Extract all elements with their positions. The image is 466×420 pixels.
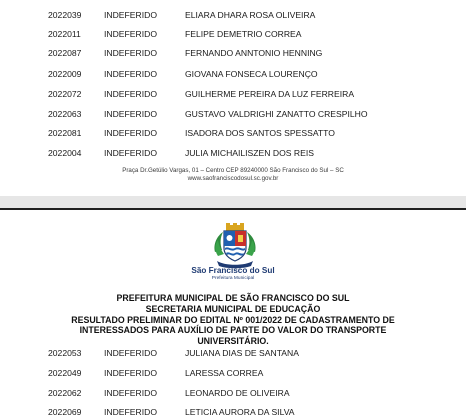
registration-code: 2022063 bbox=[48, 109, 82, 119]
applicant-name: ELIARA DHARA ROSA OLIVEIRA bbox=[185, 10, 316, 20]
applicant-name: GUSTAVO VALDRIGHI ZANATTO CRESPILHO bbox=[185, 109, 368, 119]
registration-code: 2022062 bbox=[48, 388, 82, 398]
registration-code: 2022039 bbox=[48, 10, 82, 20]
status-text: INDEFERIDO bbox=[104, 69, 157, 79]
municipal-crest-icon bbox=[209, 222, 261, 270]
registration-code: 2022049 bbox=[48, 368, 82, 378]
footer-address: Praça Dr.Getúlio Vargas, 01 – Centro CEP 89240000 São Francisco do Sul – SC bbox=[122, 167, 344, 174]
registration-code: 2022011 bbox=[48, 29, 81, 39]
document-heading: RESULTADO PRELIMINAR DO EDITAL Nº 001/2022 DE CADASTRAMENTO DE bbox=[71, 314, 395, 325]
document-heading: PREFEITURA MUNICIPAL DE SÃO FRANCISCO DO SUL bbox=[116, 293, 350, 303]
status-text: INDEFERIDO bbox=[104, 148, 157, 158]
applicant-name: LARESSA CORREA bbox=[185, 368, 264, 378]
status-text: INDEFERIDO bbox=[104, 10, 157, 20]
footer-website: www.saofranciscodosul.sc.gov.br bbox=[187, 175, 279, 182]
applicant-name: LETICIA AURORA DA SILVA bbox=[185, 407, 295, 417]
registration-code: 2022069 bbox=[48, 407, 82, 417]
document-heading: UNIVERSITÁRIO. bbox=[197, 335, 269, 346]
applicant-name: ISADORA DOS SANTOS SPESSATTO bbox=[185, 128, 335, 138]
municipality-name: São Francisco do Sul bbox=[191, 266, 275, 275]
applicant-name: GIOVANA FONSECA LOURENÇO bbox=[185, 69, 318, 79]
applicant-name: GUILHERME PEREIRA DA LUZ FERREIRA bbox=[185, 89, 355, 99]
page-gap bbox=[0, 196, 466, 208]
municipality-subtitle: Prefeitura Municipal bbox=[211, 276, 255, 281]
applicant-name: FELIPE DEMETRIO CORREA bbox=[185, 29, 302, 39]
status-text: INDEFERIDO bbox=[104, 89, 157, 99]
applicant-name: JULIA MICHAILISZEN DOS REIS bbox=[185, 148, 314, 158]
status-text: INDEFERIDO bbox=[104, 109, 157, 119]
registration-code: 2022081 bbox=[48, 128, 82, 138]
document-page-1 bbox=[0, 0, 466, 190]
status-text: INDEFERIDO bbox=[104, 48, 157, 58]
status-text: INDEFERIDO bbox=[104, 388, 157, 398]
status-text: INDEFERIDO bbox=[104, 407, 157, 417]
registration-code: 2022053 bbox=[48, 348, 82, 358]
status-text: INDEFERIDO bbox=[104, 128, 157, 138]
registration-code: 2022072 bbox=[48, 89, 82, 99]
document-page-2 bbox=[0, 210, 466, 420]
registration-code: 2022009 bbox=[48, 69, 82, 79]
registration-code: 2022004 bbox=[48, 148, 82, 158]
applicant-name: FERNANDO ANNTONIO HENNING bbox=[185, 48, 323, 58]
status-text: INDEFERIDO bbox=[104, 368, 157, 378]
status-text: INDEFERIDO bbox=[104, 348, 157, 358]
registration-code: 2022087 bbox=[48, 48, 82, 58]
applicant-name: LEONARDO DE OLIVEIRA bbox=[185, 388, 290, 398]
status-text: INDEFERIDO bbox=[104, 29, 157, 39]
applicant-name: JULIANA DIAS DE SANTANA bbox=[185, 348, 299, 358]
document-heading: INTERESSADOS PARA AUXÍLIO DE PARTE DO VALOR DO TRANSPORTE bbox=[79, 325, 387, 335]
document-heading: SECRETARIA MUNICIPAL DE EDUCAÇÃO bbox=[145, 304, 321, 314]
